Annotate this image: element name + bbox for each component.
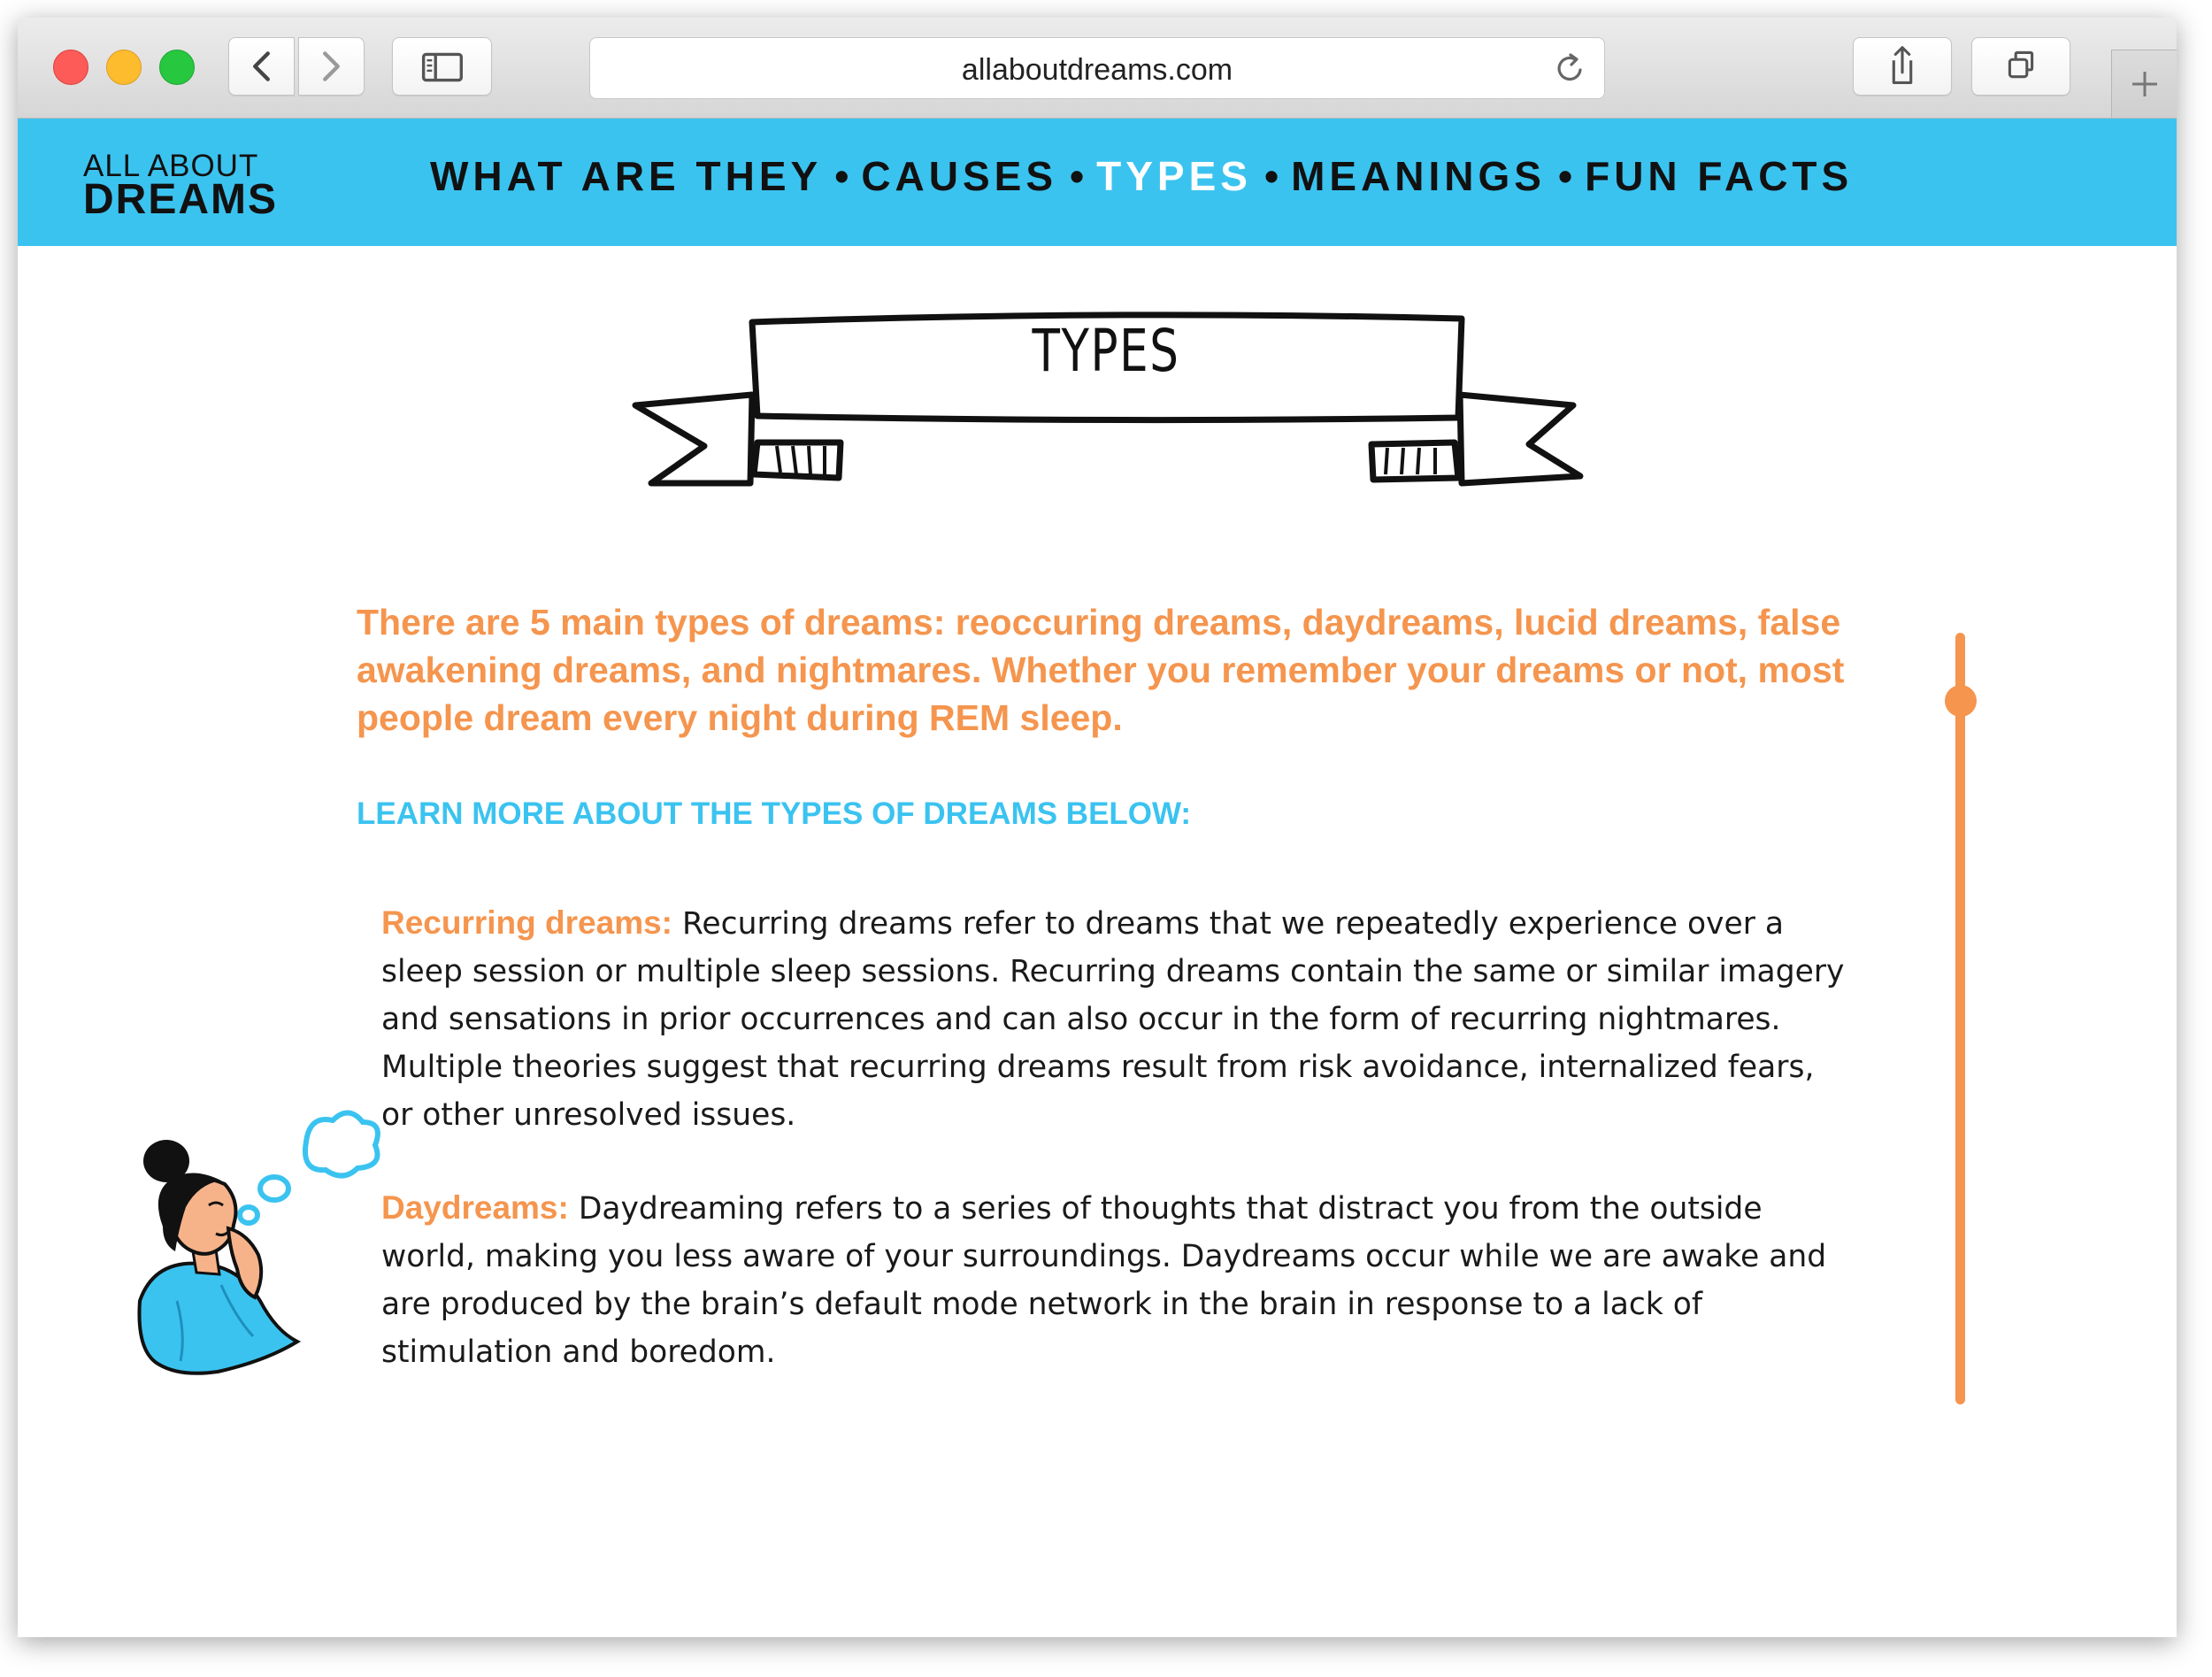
nav-item-meanings[interactable]: MEANINGS xyxy=(1291,153,1546,199)
browser-toolbar xyxy=(18,18,2177,119)
scroll-handle[interactable] xyxy=(1945,685,1977,717)
dream-type-description: Recurring dreams refer to dreams that we repeatedly experience over a sleep session or multiple sleep sessions. Recurring dreams contain the same or similar imagery and sensations in prior occurrences and can also occur in the form of recurring nightmares. Multiple theories suggest that recurring dreams result from risk avoidance, internalized fears, or other unresolved issues. xyxy=(381,906,1845,1133)
nav-separator: • xyxy=(1070,153,1085,199)
sidebar-icon xyxy=(393,38,491,95)
daydreaming-woman-icon xyxy=(124,1096,389,1379)
forward-button[interactable] xyxy=(298,37,365,96)
dream-type-term: Daydreams: xyxy=(381,1189,569,1226)
dream-type-description: Daydreaming refers to a series of thoughts that distract you from the outside world, making you less aware of your surroundings. Daydreams occur while we are awake and are produced by the brain’s default mode network in the brain in response to a lack of stimulation and boredom. xyxy=(381,1191,1827,1370)
dream-type-term: Recurring dreams: xyxy=(381,904,672,941)
dream-type-recurring xyxy=(381,899,1850,1139)
dream-type-daydreams xyxy=(381,1184,1850,1376)
close-window-button[interactable] xyxy=(53,50,88,85)
url-text[interactable]: allaboutdreams.com xyxy=(961,53,1233,87)
plus-icon xyxy=(2112,50,2177,119)
forward-icon xyxy=(299,38,364,95)
logo-top-text: ALL ABOUT xyxy=(83,149,259,183)
back-button[interactable] xyxy=(228,37,295,96)
nav-item-types[interactable]: TYPES xyxy=(1096,153,1252,199)
back-icon xyxy=(229,38,294,95)
intro-text: There are 5 main types of dreams: reoccuring dreams, daydreams, lucid dreams, false awakening dreams, and nightmares. Whether you remember your dreams or not, most people dream every night during REM sleep. xyxy=(357,602,1845,738)
logo-bottom-text: DREAMS xyxy=(83,176,279,223)
browser-window xyxy=(18,18,2177,1637)
scroll-track[interactable] xyxy=(1955,633,1965,1404)
nav-item-fun-facts[interactable]: FUN FACTS xyxy=(1585,153,1854,199)
share-icon xyxy=(1854,38,1951,95)
nav-item-causes[interactable]: CAUSES xyxy=(861,153,1058,199)
nav-separator: • xyxy=(834,153,849,199)
nav-separator: • xyxy=(1263,153,1279,199)
sidebar-button[interactable] xyxy=(392,37,492,96)
minimize-window-button[interactable] xyxy=(106,50,142,85)
page-title: TYPES xyxy=(1032,317,1180,385)
tabs-icon xyxy=(1972,38,2070,95)
nav-item-what-are-they[interactable]: WHAT ARE THEY xyxy=(430,153,823,199)
nav-separator: • xyxy=(1557,153,1573,199)
section-heading: LEARN MORE ABOUT THE TYPES OF DREAMS BELOW: xyxy=(357,796,1192,831)
site-header xyxy=(18,119,2177,246)
share-button[interactable] xyxy=(1853,37,1952,96)
main-nav xyxy=(430,152,1853,200)
address-bar[interactable] xyxy=(589,37,1605,99)
new-tab-button[interactable] xyxy=(2111,50,2177,118)
tabs-button[interactable] xyxy=(1971,37,2070,96)
reload-icon[interactable] xyxy=(1553,50,1588,86)
zoom-window-button[interactable] xyxy=(159,50,195,85)
